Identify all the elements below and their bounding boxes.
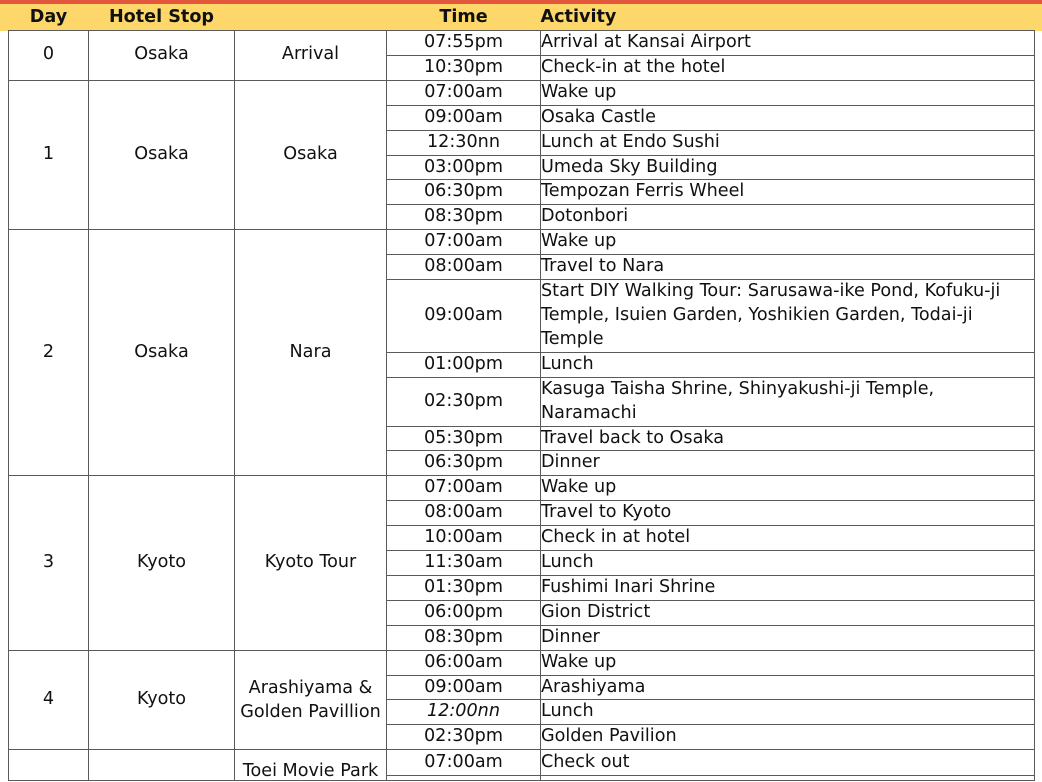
time: 08:00am: [387, 255, 541, 280]
activity: Wake up: [541, 650, 1035, 675]
time: 05:30pm: [387, 426, 541, 451]
activity: Arashiyama: [541, 675, 1035, 700]
hotel-stop: Kyoto: [89, 476, 235, 650]
day-number: 2: [9, 230, 89, 476]
schedule-row: [9, 31, 1035, 56]
time: 12:30nn: [387, 130, 541, 155]
time: 06:00pm: [387, 600, 541, 625]
header-row: [9, 4, 1035, 31]
hotel-stop: Osaka: [89, 31, 235, 81]
location: Nara: [235, 230, 387, 476]
activity: Check out: [541, 750, 1035, 776]
hotel-stop: Kyoto: [89, 650, 235, 750]
activity: Fushimi Inari Shrine: [541, 575, 1035, 600]
header-time: Time: [387, 4, 541, 31]
activity: Lunch: [541, 352, 1035, 377]
time: 12:00nn: [387, 700, 541, 725]
time: 07:00am: [387, 750, 541, 776]
time: 09:00am: [387, 675, 541, 700]
activity: Lunch: [541, 700, 1035, 725]
activity: Check in at hotel: [541, 526, 1035, 551]
header-hotel-stop: Hotel Stop: [89, 4, 235, 31]
activity: Golden Pavilion: [541, 725, 1035, 750]
time: 11:30am: [387, 551, 541, 576]
activity: [541, 776, 1035, 781]
time: 08:30pm: [387, 625, 541, 650]
time: 06:30pm: [387, 180, 541, 205]
time: [387, 776, 541, 781]
activity: Wake up: [541, 476, 1035, 501]
time: 10:00am: [387, 526, 541, 551]
schedule-row: [9, 650, 1035, 675]
location: Osaka: [235, 80, 387, 229]
time: 03:00pm: [387, 155, 541, 180]
activity: Travel back to Osaka: [541, 426, 1035, 451]
time: 01:30pm: [387, 575, 541, 600]
hotel-stop: Osaka: [89, 80, 235, 229]
activity: Dinner: [541, 451, 1035, 476]
time: 06:00am: [387, 650, 541, 675]
time: 07:00am: [387, 230, 541, 255]
location: Arashiyama & Golden Pavillion: [235, 650, 387, 750]
hotel-stop: [89, 750, 235, 781]
activity: Umeda Sky Building: [541, 155, 1035, 180]
activity: Travel to Kyoto: [541, 501, 1035, 526]
activity: Lunch at Endo Sushi: [541, 130, 1035, 155]
schedule-row: [9, 476, 1035, 501]
location-cell: [235, 750, 387, 781]
activity: Check-in at the hotel: [541, 55, 1035, 80]
time: 09:00am: [387, 280, 541, 353]
activity: Osaka Castle: [541, 105, 1035, 130]
location: Toei Movie Park: [242, 761, 379, 781]
time: 07:55pm: [387, 31, 541, 56]
location: Arrival: [235, 31, 387, 81]
activity: Travel to Nara: [541, 255, 1035, 280]
activity: Kasuga Taisha Shrine, Shinyakushi-ji Temple, Naramachi: [541, 377, 1035, 426]
activity: Wake up: [541, 80, 1035, 105]
day-number: 0: [9, 31, 89, 81]
schedule-row: [9, 230, 1035, 255]
day-number: [9, 750, 89, 781]
time: 07:00am: [387, 476, 541, 501]
time: 08:30pm: [387, 205, 541, 230]
location: Kyoto Tour: [235, 476, 387, 650]
time: 08:00am: [387, 501, 541, 526]
day-number: 1: [9, 80, 89, 229]
hotel-stop: Osaka: [89, 230, 235, 476]
header-location: [235, 4, 387, 31]
activity: Arrival at Kansai Airport: [541, 31, 1035, 56]
time: 01:00pm: [387, 352, 541, 377]
itinerary-table: [8, 4, 1035, 781]
header-day: Day: [9, 4, 89, 31]
day-number: 3: [9, 476, 89, 650]
time: 06:30pm: [387, 451, 541, 476]
activity: Gion District: [541, 600, 1035, 625]
activity: Wake up: [541, 230, 1035, 255]
activity: Tempozan Ferris Wheel: [541, 180, 1035, 205]
activity: Dotonbori: [541, 205, 1035, 230]
schedule-row: [9, 80, 1035, 105]
header-activity: Activity: [541, 4, 1035, 31]
time: 02:30pm: [387, 725, 541, 750]
schedule-row: [9, 750, 1035, 776]
time: 02:30pm: [387, 377, 541, 426]
time: 09:00am: [387, 105, 541, 130]
time: 07:00am: [387, 80, 541, 105]
time: 10:30pm: [387, 55, 541, 80]
activity: Lunch: [541, 551, 1035, 576]
activity: Dinner: [541, 625, 1035, 650]
activity: Start DIY Walking Tour: Sarusawa-ike Pond, Kofuku-ji Temple, Isuien Garden, Yoshikien Garden, Todai-ji Temple: [541, 280, 1035, 353]
day-number: 4: [9, 650, 89, 750]
